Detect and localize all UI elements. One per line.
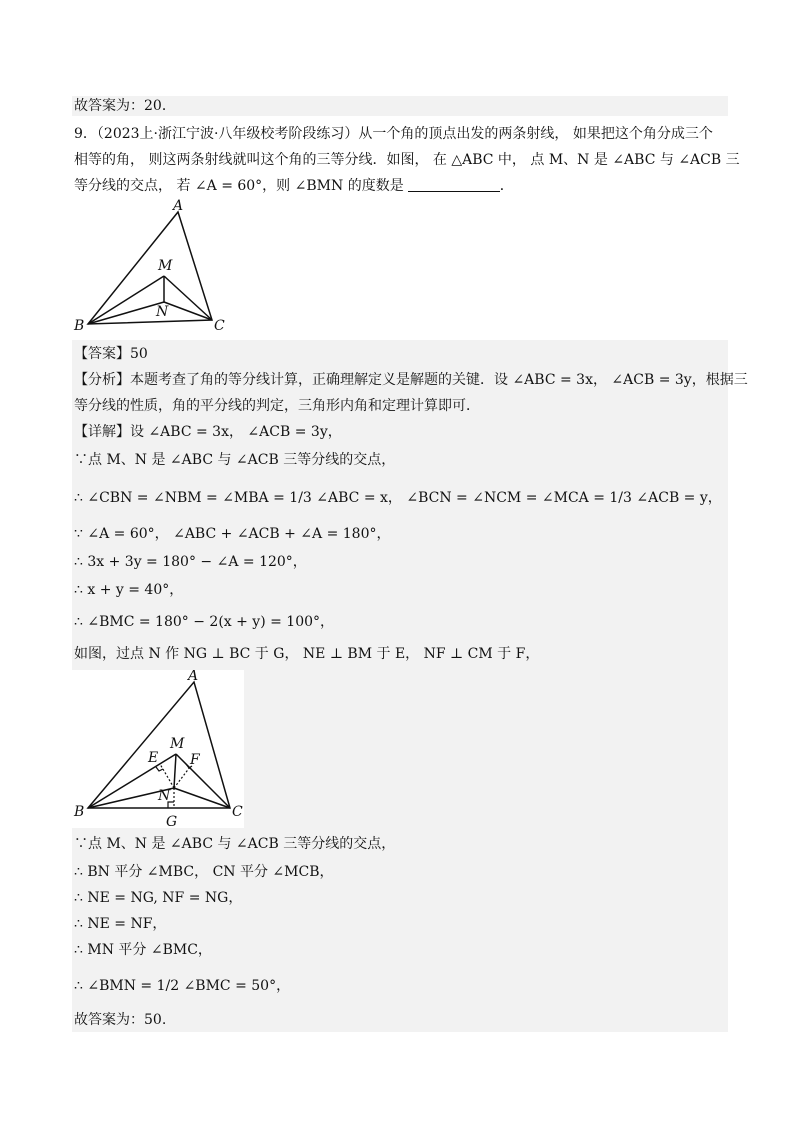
question-line-3 <box>74 176 514 196</box>
fig1-label-c: C <box>214 318 225 334</box>
proof-line-6: ∴ ∠BMN = 1/2 ∠BMC = 50°， <box>74 978 291 994</box>
proof-line-3: ∴ NE = NG, NF = NG， <box>74 890 243 906</box>
proof-line-1: ∵点 M、N 是 ∠ABC 与 ∠ACB 三等分线的交点， <box>74 836 396 852</box>
figure-2-triangle <box>70 670 246 828</box>
proof-line-2: ∴ BN 平分 ∠MBC， CN 平分 ∠MCB， <box>74 864 334 880</box>
detail-line-6: ∴ x + y = 40°， <box>74 582 184 598</box>
question-line-2: 相等的角， 则这两条射线就叫这个角的三等分线．如图， 在 △ABC 中， 点 M、N 是 ∠ABC 与 ∠ACB 三 <box>74 152 740 168</box>
analysis-line-2: 等分线的性质，角的平分线的判定，三角形内角和定理计算即可． <box>74 398 480 414</box>
fig2-label-c: C <box>232 804 243 820</box>
fig2-label-f: F <box>190 752 200 768</box>
figure-1-triangle <box>70 198 240 338</box>
previous-answer: 故答案为：20． <box>74 98 176 114</box>
detail-line-1: 【详解】设 ∠ABC = 3x， ∠ACB = 3y， <box>74 424 342 440</box>
fig2-label-a: A <box>188 670 199 684</box>
fig2-label-m: M <box>170 736 185 752</box>
question-line-1: 9．（2023上·浙江宁波·八年级校考阶段练习）从一个角的顶点出发的两条射线， 如果把这个角分成三个 <box>74 126 713 142</box>
fig1-label-b: B <box>74 318 85 334</box>
detail-line-2: ∵点 M、N 是 ∠ABC 与 ∠ACB 三等分线的交点， <box>74 452 396 468</box>
answer-blank <box>408 177 500 192</box>
proof-line-4: ∴ NE = NF， <box>74 916 167 932</box>
question-line-3-end: ． <box>499 178 514 194</box>
proof-line-5: ∴ MN 平分 ∠BMC， <box>74 942 212 958</box>
proof-line-7: 故答案为：50. <box>74 1012 167 1028</box>
fig2-label-b: B <box>74 804 85 820</box>
detail-line-3: ∴ ∠CBN = ∠NBM = ∠MBA = 1/3 ∠ABC = x， ∠BCN = ∠NCM = ∠MCA = 1/3 ∠ACB = y， <box>74 490 722 506</box>
question-line-3-text: 等分线的交点， 若 ∠A = 60°，则 ∠BMN 的度数是 <box>74 178 404 194</box>
fig2-label-e: E <box>148 750 159 766</box>
detail-line-5: ∴ 3x + 3y = 180° − ∠A = 120°， <box>74 554 307 570</box>
fig2-label-n: N <box>158 788 171 804</box>
fig1-label-n: N <box>156 304 169 320</box>
detail-line-7: ∴ ∠BMC = 180° − 2(x + y) = 100°， <box>74 614 335 630</box>
analysis-line-1: 【分析】本题考查了角的等分线计算，正确理解定义是解题的关键．设 ∠ABC = 3x， ∠ACB = 3y，根据三 <box>74 372 748 388</box>
fig1-label-a: A <box>173 198 184 214</box>
detail-line-8: 如图，过点 N 作 NG ⊥ BC 于 G， NE ⊥ BM 于 E， NF ⊥ CM 于 F， <box>74 646 540 662</box>
answer-line: 【答案】50 <box>74 346 148 362</box>
detail-line-4: ∵ ∠A = 60°， ∠ABC + ∠ACB + ∠A = 180°， <box>74 526 391 542</box>
fig1-label-m: M <box>158 258 173 274</box>
fig2-label-g: G <box>166 814 178 828</box>
